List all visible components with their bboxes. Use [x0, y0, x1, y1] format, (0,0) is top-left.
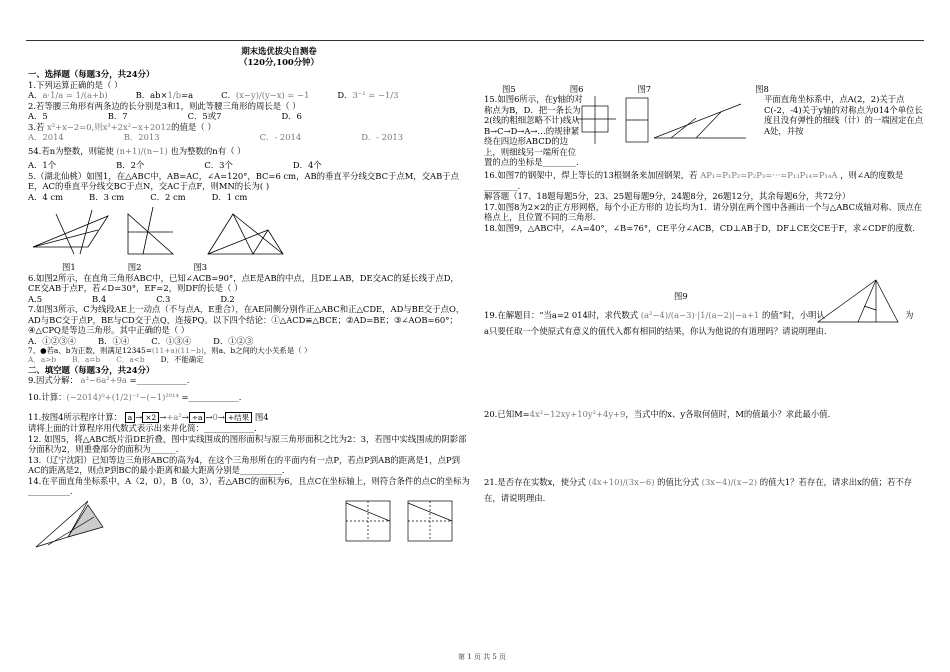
q2-option-a: A．5 — [28, 111, 48, 121]
header-rule — [26, 40, 924, 41]
q7-option-b: B．①④ — [97, 335, 130, 346]
q3-option-b: B．2013 — [123, 132, 160, 142]
q4-options — [28, 160, 470, 171]
q19-line2: a只要任取一个使原式有意义的值代入都有相同的结果，你认为他说的有道理吗？请说明理由． — [484, 326, 833, 336]
q6-options — [28, 294, 470, 305]
q3-options — [28, 132, 470, 143]
program-step-input: a — [125, 412, 135, 423]
q7b-options — [28, 355, 470, 364]
exam-title: 期末选优拔尖自测卷 — [241, 46, 317, 56]
q7-stem: 7.如图3所示，C为线段AE上一动点（不与点A，E重合），在AE同侧分别作正△ABC和正△CDE，AD与BE交于点O，AD与BC交于点P，BE与CD交于点Q，连接PQ。以下四个结论：①△ACD≌△BCE；②AD=BE；③∠AOB=60°；④△CPQ是等边三角形。其中正确的是（ ） — [28, 304, 465, 335]
caption-fig2: 图2 — [127, 262, 142, 272]
section-choice: 一、选择题（每题3分，共24分） — [28, 69, 155, 79]
q11: 11.按图4所示程序计算： a → ×2 →+a²→ ÷a →0→ +结果 图4 — [28, 412, 269, 422]
q15-right: 平面直角坐标系中，点A(2，2)关于点C(-2，-4)关于y轴的对称点为014个单位长度且没有弹性的细线（计）的一端固定在点A处，并按 — [764, 94, 924, 136]
q5-option-b: B．3 cm — [89, 191, 125, 202]
q7-option-d: D．①②③ — [213, 335, 254, 346]
q15-block — [484, 94, 924, 170]
q7b-option-b: B．a=b — [72, 355, 101, 365]
q7-option-a: A．①②③④ — [28, 335, 76, 346]
q19-block — [484, 310, 924, 337]
caption-fig8: 图8 — [755, 84, 769, 94]
q2-option-c: C．5或7 — [187, 111, 222, 121]
q4-stem: 54.若n为整数，则能使 (n+1)/(n−1) 也为整数的n有（ ） — [28, 145, 246, 156]
q1-option-d: D．3⁻¹ = −1/3 — [337, 90, 399, 100]
q1-option-a: A．a·1/a = 1/(a+b) — [28, 90, 108, 100]
program-step-divide: ÷a — [189, 412, 206, 423]
q9: 9.因式分解： a³−6a²+9a =____________. — [28, 375, 190, 385]
section-answer: 解答题（17、18题每题5分，23、25题每题9分，24题8分，26题12分，其余每题6分，共72分） — [484, 191, 851, 201]
bottom-figures — [28, 497, 470, 553]
q6-option-d: D.2 — [220, 293, 235, 304]
q16: 16.如图7的钢架中，焊上等长的13根钢条来加固钢架，若 AP₁=P₁P₂=P₂P₃=···=P₁₃P₁₄=P₁₄A ，则∠A的度数是________. — [484, 170, 904, 191]
q7-option-c: C．①③④ — [151, 335, 192, 346]
figures-1-3 — [28, 202, 470, 262]
q1-stem: 1.下列运算正确的是（ ） — [28, 79, 123, 90]
figures-6-8 — [576, 94, 756, 164]
caption-fig3: 图3 — [193, 262, 208, 272]
program-step-result: +结果 — [225, 412, 252, 423]
q3-option-d: D．- 2013 — [361, 132, 404, 142]
q20: 20.已知M=4x²−12xy+10y²+4y+9，当式中的x、y各取何值时，M的值最小？求此最小值. — [484, 408, 831, 419]
q3-stem: 3.若 x²+x−2=0,则x³+2x²−x+2012的值是（ ） — [28, 121, 216, 132]
q7b-option-a: A．a>b — [28, 355, 57, 365]
q2-stem: 2.若等腰三角形有两条边的长分别是3和1，则此等腰三角形的周长是（ ） — [28, 100, 301, 111]
program-step-times: ×2 — [142, 412, 159, 423]
right-column — [484, 84, 924, 507]
q15: 15.如图6所示，在y轴的对称点为B，D．把一条长为2(线的粗细忽略不计)线从B→C→D→A→…的规律紧绕在四边形ABCD的边上，则细线另一端所在位置的点的坐标是________. — [484, 94, 583, 167]
q2-option-b: B．7 — [107, 111, 128, 121]
q12: 12. 如图5，将△ABC纸片沿DE折叠，图中实线围成的图形面积与原三角形面积之比为2：3，若图中实线围成的阴影部分面积为2，则重叠部分的面积为______. — [28, 433, 467, 455]
figure-captions-left — [62, 262, 470, 273]
left-column — [28, 46, 470, 555]
q4-option-b: B．2个 — [116, 160, 145, 170]
q1-option-c: C．(x−y)/(y−x) = −1 — [221, 90, 310, 100]
q17: 17.如图8为2×2的正方形网格，每个小正方形的 边长均为1．请分别在两个图中各画出一个与△ABC成轴对称、顶点在格点上，且位置不同的三角形． — [484, 201, 923, 222]
figure-captions-right — [502, 84, 769, 95]
q7-options — [28, 336, 470, 347]
caption-fig7: 图7 — [637, 84, 652, 94]
q5-option-a: A．4 cm — [28, 191, 64, 202]
q2-option-d: D．6 — [281, 111, 302, 121]
q6-option-c: C.3 — [156, 293, 171, 304]
figure-1-3-drawing — [28, 202, 470, 262]
q7b-stem: 7、●若a、b为正数，则满足12345=(11+a)(11−b)，则a、b之间的大小关系是（ ） — [28, 346, 312, 355]
q5-options — [28, 192, 470, 203]
q1-options — [28, 90, 470, 101]
q7b-option-c: C．a<b — [116, 355, 145, 365]
q14: 14.在平面直角坐标系中，A（2，0），B（0，3），若△ABC的面积为6，且点C在坐标轴上，则符合条件的点C的坐标为__________. — [28, 475, 470, 497]
q5-option-d: D．1 cm — [211, 191, 248, 202]
q5-stem: 5.（湖北仙桃）如图1，在△ABC中，AB=AC，∠A=120°，BC=6 cm，AB的垂直平分线交BC于点M，交AB于点E，AC的垂直平分线交BC于点N，交AC于点F，则MN的长为( ) — [28, 170, 460, 191]
fig9-caption: 图9 — [674, 291, 688, 301]
q10: 10.计算：(−2014)⁰+(1/2)⁻¹−(−1)²⁰¹⁴ =____________. — [28, 391, 242, 402]
figure-9 — [814, 276, 904, 328]
caption-fig1: 图1 — [62, 262, 76, 272]
q6-option-b: B.4 — [92, 293, 107, 304]
q3-option-c: C．- 2014 — [259, 132, 302, 142]
q21: 21.是否存在实数x，使分式 (4x+10)/(3x−6) 的值比分式 (3x−4)/(x−2) 的值大1？若存在，请求出x的值；若不存在，请说明理由. — [484, 477, 913, 503]
caption-fig6: 图6 — [569, 84, 584, 94]
caption-fig5: 图5 — [502, 84, 516, 94]
q4-option-d: D．4个 — [292, 160, 322, 170]
q1-option-b: B．ab×1/b=a — [135, 90, 194, 100]
q18: 18.如图9，△ABC中，∠A=40°，∠B=76°，CE平分∠ACB，CD⊥AB于D，DF⊥CE交CE于F，求∠CDF的度数． — [484, 222, 921, 233]
q3-option-a: A．2014 — [28, 132, 64, 142]
q4-option-c: C．3个 — [204, 160, 233, 170]
section-fill: 二、填空题（每题3分，共24分） — [28, 364, 155, 375]
q7b-option-d: D．不能确定 — [160, 355, 204, 365]
q4-option-a: A．1个 — [28, 160, 57, 170]
page-footer: 第 1 页 共 5 页 — [458, 653, 507, 661]
q6-option-a: A.5 — [28, 293, 43, 304]
exam-subtitle: （120分,100分钟） — [239, 56, 319, 67]
q5-option-c: C．2 cm — [150, 191, 186, 202]
q13: 13.（辽宁沈阳）已知等边三角形ABC的高为4，在这个三角形所在的平面内有一点P，若点P到AB的距离是1，点P到AC的距离是2，则点P到BC的最小距离和最大距离分别是__________. — [28, 454, 460, 476]
q6-stem: 6.如图2所示，在直角三角形ABC中，已知∠ACB=90°，点E是AB的中点，且DE⊥AB，DE交AC的延长线于点D，CE交AB于点F，若∠D=30°，EF=2，则DF的长是（ ） — [28, 272, 459, 293]
q19: 19.在解题目：“当a=2 014时，求代数式 (a²−4)/(a−3)·|1/(a−2)|−a+1 的值”时，小明认 为 — [484, 309, 914, 320]
q2-options — [28, 111, 470, 122]
q11-line2: 请将上面的计算程序用代数式表示出来并化简：____________. — [28, 423, 257, 434]
